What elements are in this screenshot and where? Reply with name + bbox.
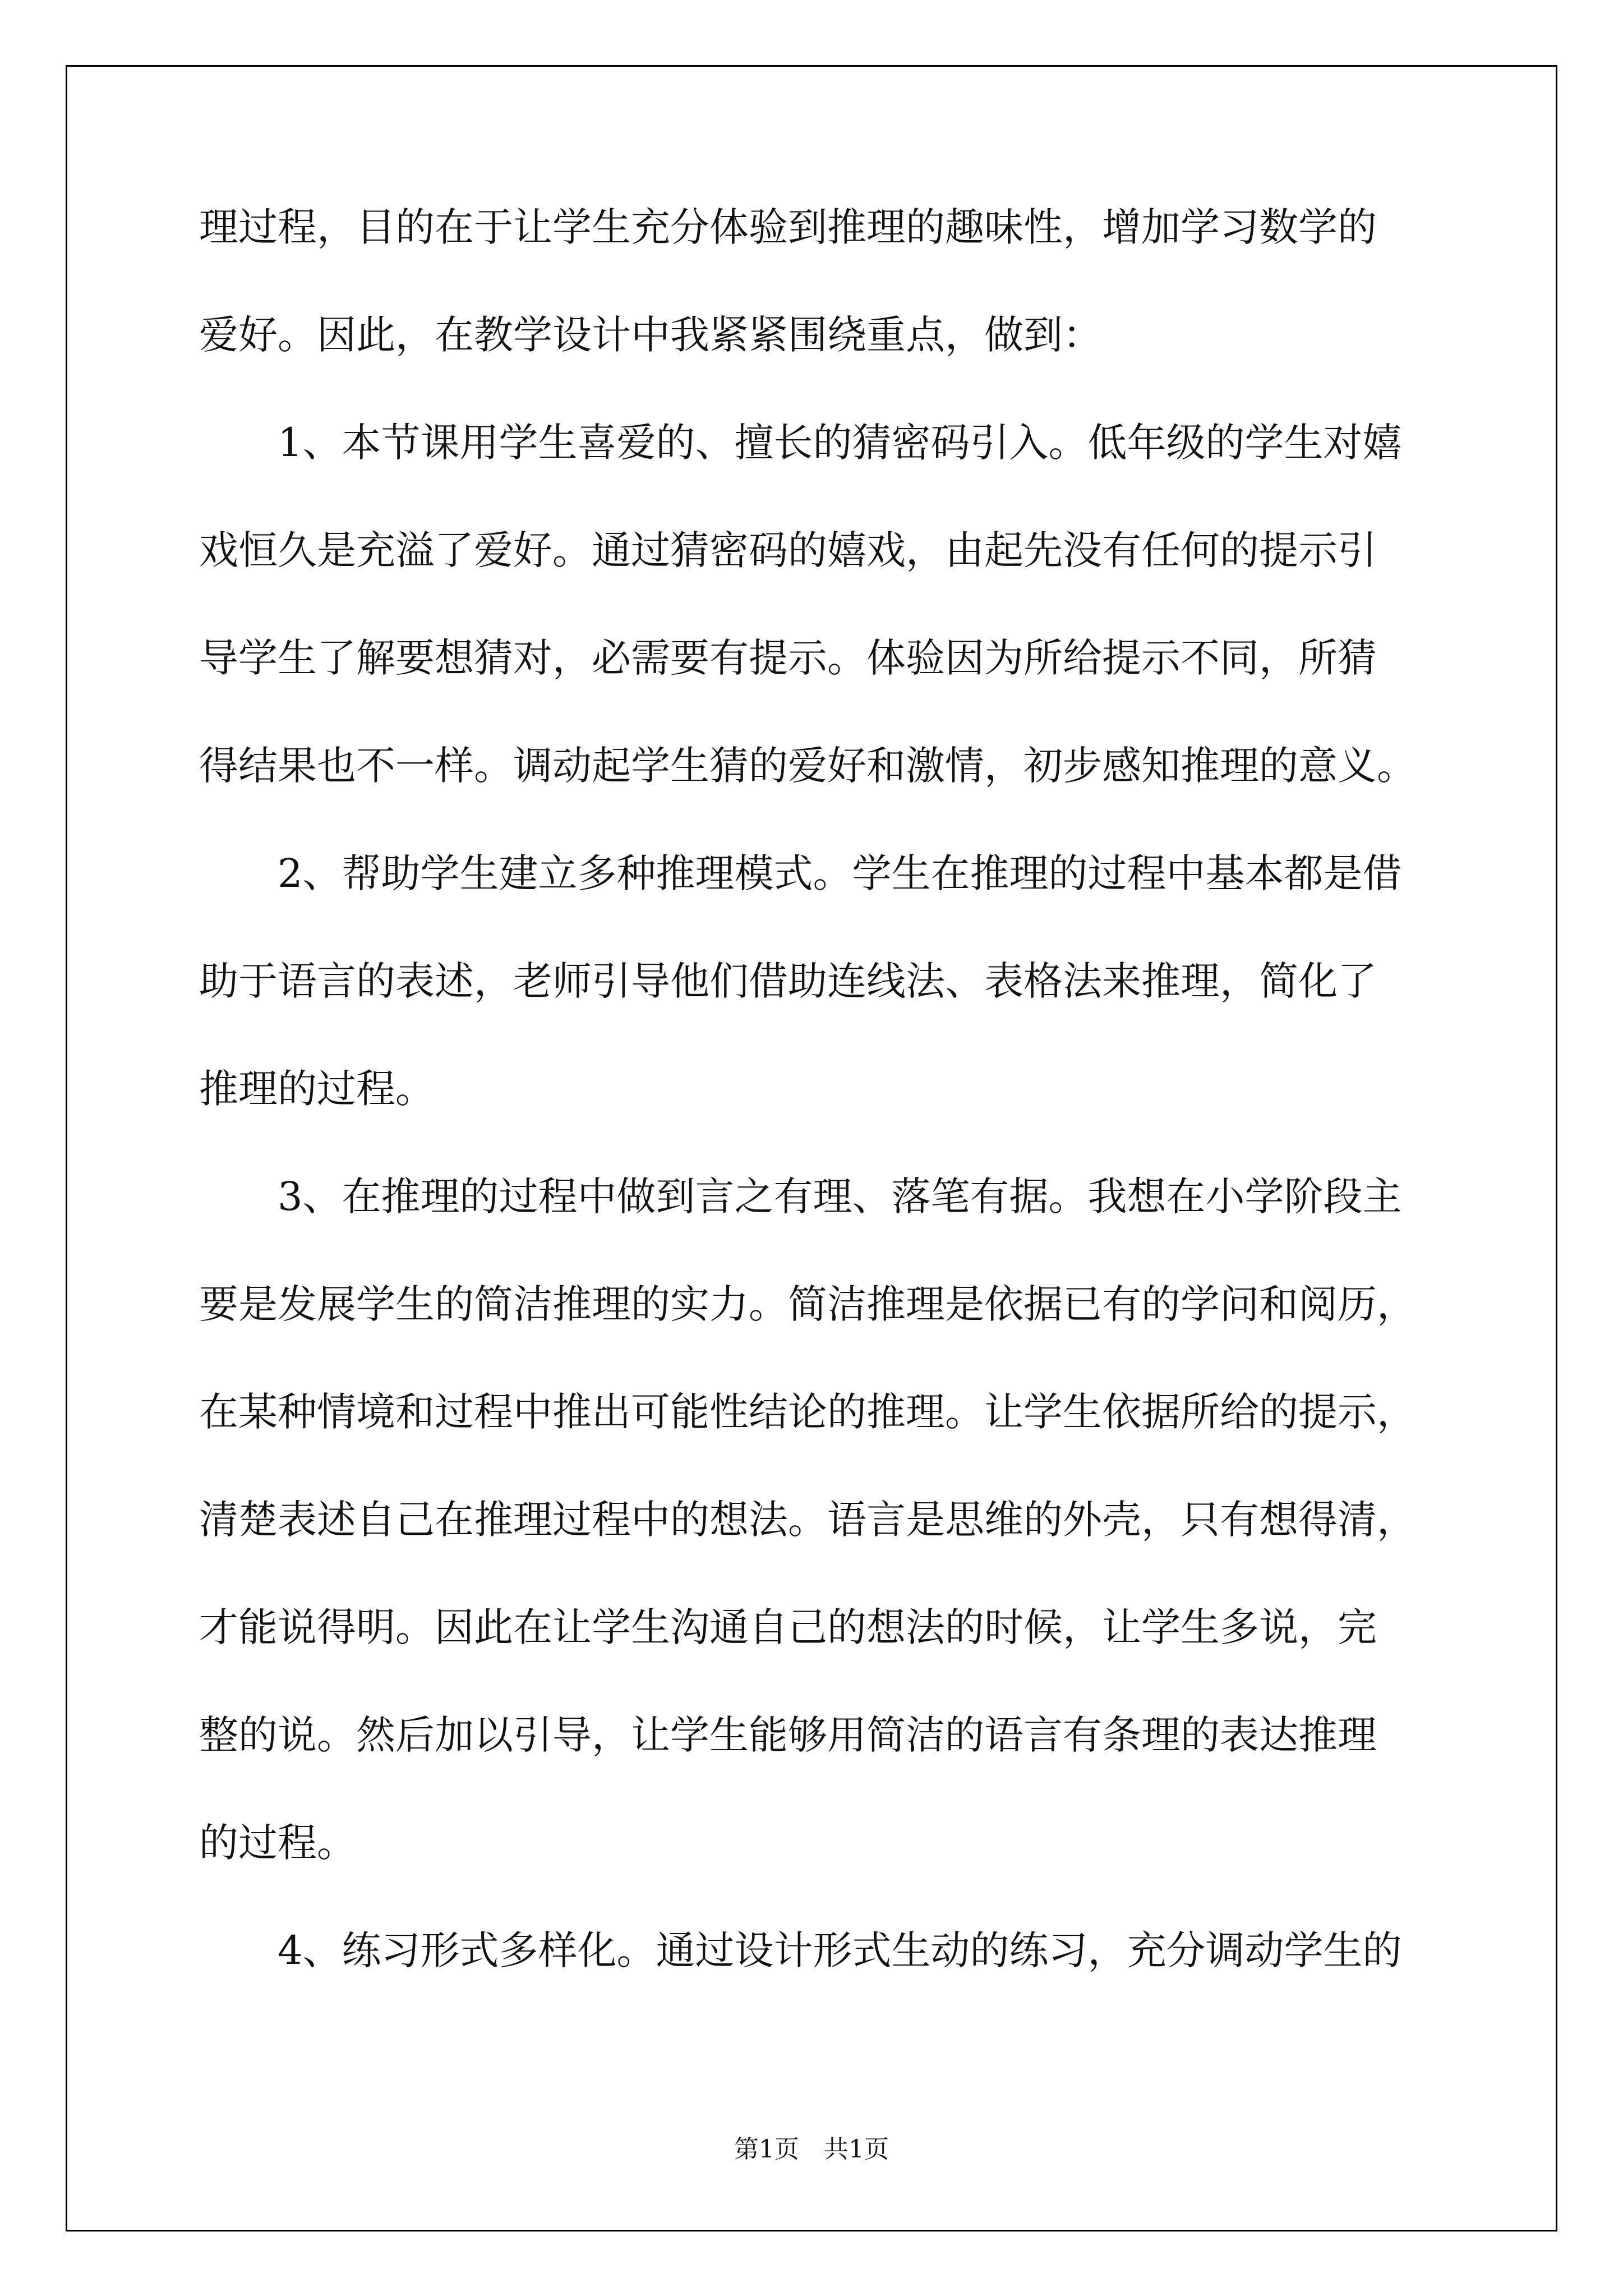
text-line: 清楚表述自己在推理过程中的想法。语言是思维的外壳，只有想得清， bbox=[199, 1497, 1416, 1543]
text-line: 戏恒久是充溢了爱好。通过猜密码的嬉戏，由起先没有任何的提示引 bbox=[199, 527, 1377, 573]
text-line: 才能说得明。因此在让学生沟通自己的想法的时候，让学生多说，完 bbox=[199, 1604, 1377, 1650]
text-line: 要是发展学生的简洁推理的实力。简洁推理是依据已有的学问和阅历， bbox=[199, 1281, 1416, 1327]
text-line: 在某种情境和过程中推出可能性结论的推理。让学生依据所给的提示， bbox=[199, 1389, 1416, 1435]
text-line: 的过程。 bbox=[199, 1820, 356, 1866]
text-line: 4、练习形式多样化。通过设计形式生动的练习，充分调动学生的 bbox=[199, 1927, 1402, 1973]
text-line: 导学生了解要想猜对，必需要有提示。体验因为所给提示不同，所猜 bbox=[199, 635, 1377, 681]
page-number-footer: 第1页 共1页 bbox=[734, 2135, 889, 2164]
text-line: 助于语言的表述，老师引导他们借助连线法、表格法来推理，简化了 bbox=[199, 958, 1377, 1004]
document-body bbox=[199, 206, 1455, 1971]
text-line: 3、在推理的过程中做到言之有理、落笔有据。我想在小学阶段主 bbox=[199, 1174, 1402, 1220]
text-line: 爱好。因此，在教学设计中我紧紧围绕重点，做到： bbox=[199, 312, 1102, 358]
text-line: 1、本节课用学生喜爱的、擅长的猜密码引入。低年级的学生对嬉 bbox=[199, 420, 1402, 466]
text-line: 得结果也不一样。调动起学生猜的爱好和激情，初步感知推理的意义。 bbox=[199, 743, 1416, 789]
text-line: 2、帮助学生建立多种推理模式。学生在推理的过程中基本都是借 bbox=[199, 850, 1402, 896]
text-line: 推理的过程。 bbox=[199, 1066, 435, 1112]
text-line: 理过程，目的在于让学生充分体验到推理的趣味性，增加学习数学的 bbox=[199, 204, 1377, 250]
text-line: 整的说。然后加以引导，让学生能够用简洁的语言有条理的表达推理 bbox=[199, 1712, 1377, 1758]
